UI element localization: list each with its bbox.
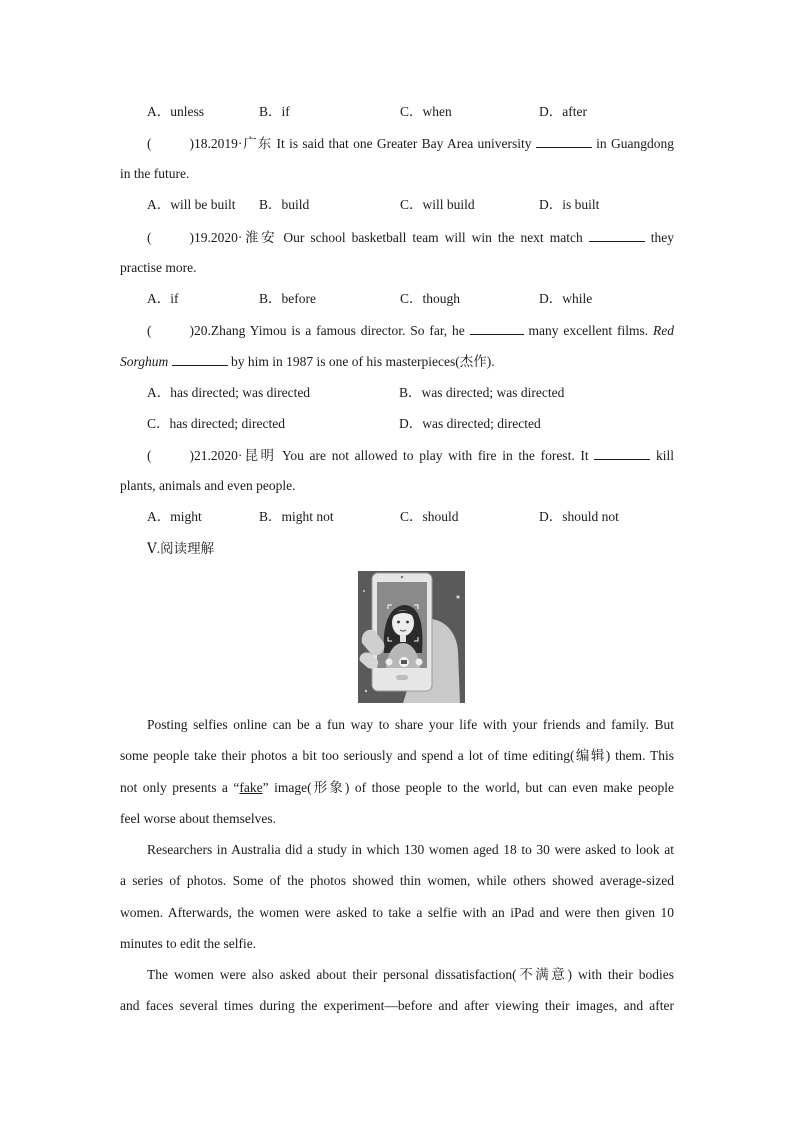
p1-line-3b: ” image(形象) of those people to the world, but can even make people xyxy=(262,779,674,795)
q20-continuation-text: by him in 1987 is one of his masterpieces(杰作). xyxy=(227,354,495,369)
q17-option-c: C．when xyxy=(400,104,452,119)
q20-film-title: Red xyxy=(653,323,674,338)
p3-line-1: The women were also asked about their personal dissatisfaction(不满意) with their bodies xyxy=(147,967,674,982)
q19-stem xyxy=(147,228,674,247)
passage-paragraph-3 xyxy=(120,966,674,1029)
q18-text-before: It is said that one Greater Bay Area university xyxy=(272,136,536,151)
selfie-illustration xyxy=(358,571,465,703)
p1-line-2: some people take their photos a bit too seriously and spend a lot of time editing(编辑) them. This xyxy=(120,748,674,764)
q21-options xyxy=(147,508,687,526)
q19-option-c: C．though xyxy=(400,291,461,306)
q20-number: )20.Zhang Yimou is a famous director. So far, he xyxy=(189,323,470,338)
q18-stem xyxy=(147,134,674,153)
q20-answer-blank-1[interactable] xyxy=(470,321,524,335)
p1-fake-word: fake xyxy=(239,779,263,795)
q19-options xyxy=(147,290,687,308)
p2-line-1: Researchers in Australia did a study in which 130 women aged 18 to 30 were asked to look at xyxy=(147,842,674,857)
q19-paren: ( xyxy=(147,230,152,245)
q21-answer-blank[interactable] xyxy=(594,446,650,460)
q18-number: )18.2019·广东 xyxy=(189,136,273,151)
q18-option-a: A．will be built xyxy=(147,197,236,212)
q21-continuation: plants, animals and even people. xyxy=(120,478,296,493)
q21-option-b: B．might not xyxy=(259,509,334,524)
q20-stem xyxy=(147,321,674,340)
q21-stem xyxy=(147,446,674,465)
p1-line-3a: not only presents a “ xyxy=(120,779,240,795)
q18-continuation: in the future. xyxy=(120,166,190,181)
q20-answer-blank-2[interactable] xyxy=(172,352,228,366)
q20-option-d: D．was directed; directed xyxy=(399,416,541,431)
p1-line-4: feel worse about themselves. xyxy=(120,810,276,826)
p2-line-3: women. Afterwards, the women were asked to take a selfie with an iPad and were then given 10 xyxy=(120,904,674,920)
p2-line-4: minutes to edit the selfie. xyxy=(120,935,257,951)
q20-film-title-cont: Sorghum xyxy=(120,354,169,369)
q20-paren: ( xyxy=(147,323,152,338)
selfie-phone-icon xyxy=(358,571,465,703)
q21-option-c: C．should xyxy=(400,509,459,524)
q17-options xyxy=(147,103,687,121)
p1-line-1: Posting selfies online can be a fun way to share your life with your friends and family. But xyxy=(147,717,674,732)
q19-number: )19.2020·淮安 xyxy=(189,230,278,245)
section-title: Ⅴ.阅读理解 xyxy=(147,541,215,556)
p3-line-2: and faces several times during the experiment—before and after viewing their images, and after xyxy=(120,998,674,1014)
q21-text-after: kill xyxy=(650,448,674,463)
passage-paragraph-1 xyxy=(120,716,674,841)
q19-continuation: practise more. xyxy=(120,260,197,275)
q19-text-before: Our school basketball team will win the next match xyxy=(277,230,589,245)
q19-text-after: they xyxy=(644,230,674,245)
passage-paragraph-2 xyxy=(120,841,674,966)
q21-paren: ( xyxy=(147,448,152,463)
q19-option-d: D．while xyxy=(539,291,593,306)
q20-option-a: A．has directed; was directed xyxy=(147,385,311,400)
q18-options xyxy=(147,196,687,214)
q18-option-b: B．build xyxy=(259,197,310,212)
q17-option-a: A．unless xyxy=(147,104,204,119)
q20-continuation xyxy=(120,352,674,371)
q17-option-d: D．after xyxy=(539,104,587,119)
q20-options-row1 xyxy=(147,384,687,402)
q20-option-b: B．was directed; was directed xyxy=(399,385,565,400)
q19-option-b: B．before xyxy=(259,291,316,306)
p2-line-2: a series of photos. Some of the photos showed thin women, while others showed average-sized xyxy=(120,873,674,889)
q21-number: )21.2020·昆明 xyxy=(189,448,277,463)
q19-option-a: A．if xyxy=(147,291,179,306)
q21-option-a: A．might xyxy=(147,509,202,524)
q18-text-after: in Guangdong xyxy=(591,136,674,151)
q18-option-d: D．is built xyxy=(539,197,600,212)
q20-options-row2 xyxy=(147,415,687,433)
q21-text-before: You are not allowed to play with fire in the forest. It xyxy=(276,448,595,463)
q18-option-c: C．will build xyxy=(400,197,475,212)
q17-option-b: B．if xyxy=(259,104,290,119)
q18-answer-blank[interactable] xyxy=(536,134,592,148)
p1-line-3 xyxy=(120,779,674,810)
q19-answer-blank[interactable] xyxy=(589,228,645,242)
q18-paren: ( xyxy=(147,136,152,151)
q20-option-c: C．has directed; directed xyxy=(147,416,285,431)
q21-option-d: D．should not xyxy=(539,509,619,524)
q20-text-after: many excellent films. xyxy=(523,323,653,338)
